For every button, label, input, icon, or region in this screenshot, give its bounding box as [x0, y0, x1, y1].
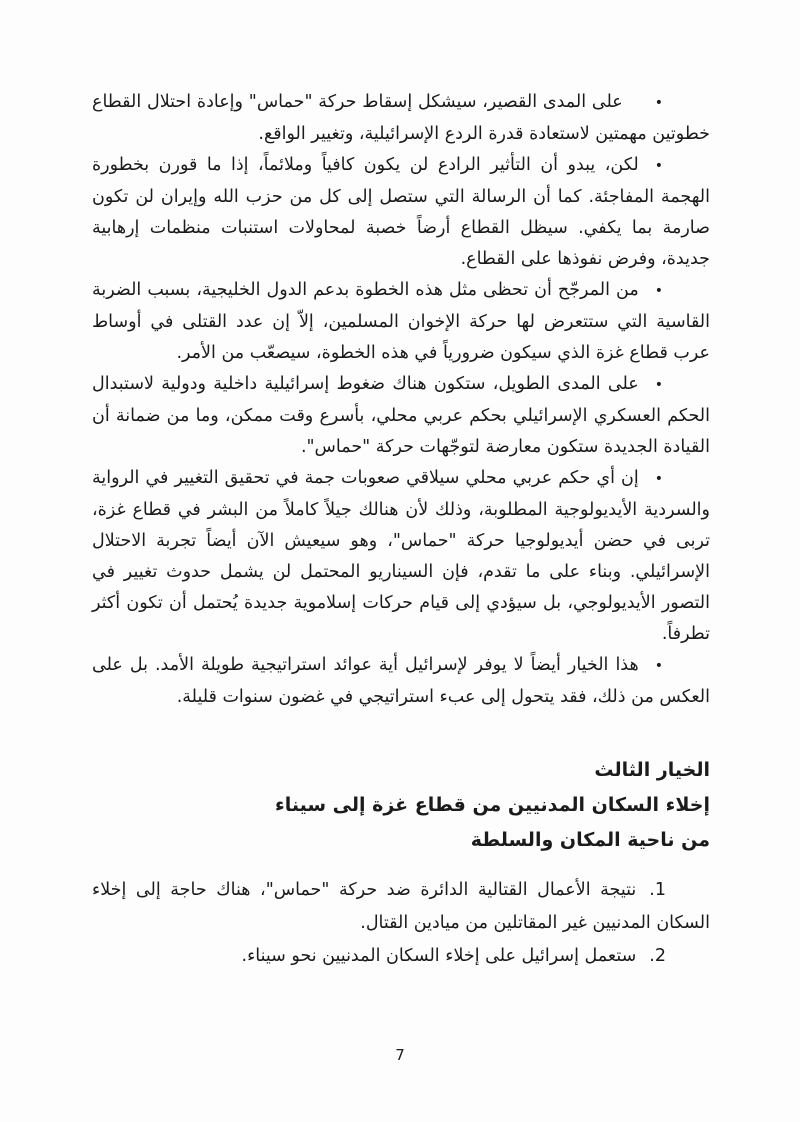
page-number: 7 — [395, 1046, 405, 1064]
bullet-item — [92, 275, 710, 369]
bullet-item — [92, 87, 710, 150]
bullet-text: هذا الخيار أيضاً لا يوفر لإسرائيل أية عوائد استراتيجية طويلة الأمد. بل على العكس من ذلك، فقد يتحول إلى عبء استراتيجي في غضون سنوات قليلة. — [92, 655, 710, 707]
bullet-item — [92, 369, 710, 463]
item-text: نتيجة الأعمال القتالية الدائرة ضد حركة "حماس"، هناك حاجة إلى إخلاء السكان المدنيين غير المقاتلين من ميادين القتال. — [92, 880, 710, 933]
numbered-list — [92, 874, 710, 973]
bullet-text: إن أي حكم عربي محلي سيلاقي صعوبات جمة في تحقيق التغيير في الرواية والسردية الأيديولوجية المطلوبة، وذلك لأن هنالك جيلاً كاملاً من البشر في قطاع غزة، تربى في حضن أيديولوجيا حركة "حماس"، وهو سيعيش الآن أيضاً تجربة الاحتلال الإسرائيلي. وبناء على ما تقدم، فإن السيناريو المحتمل لن يشمل حدوث تغيير في التصور الأيديولوجي، بل سيؤدي إلى قيام حركات إسلاموية جديدة يُحتمل أن تكون أكثر تطرفاً. — [92, 468, 710, 644]
bullet-text: على المدى الطويل، ستكون هناك ضغوط إسرائيلية داخلية ودولية لاستبدال الحكم العسكري الإسرائيلي بحكم عربي محلي، بأسرع وقت ممكن، وما من ضمانة أن القيادة الجديدة ستكون معارضة لتوجّهات حركة "حماس". — [92, 374, 710, 457]
section-heading-sub: من ناحية المكان والسلطة — [470, 829, 710, 851]
bullet-text: لكن، يبدو أن التأثير الرادع لن يكون كافياً وملائماً، إذا ما قورن بخطورة الهجمة المفاجئة. كما أن الرسالة التي ستصل إلى كل من حزب الله وإيران لن تكون صارمة بما يكفي. سيظل القطاع أرضاً خصبة لمحاولات استنبات منظمات إرهابية جديدة، وفرض نفوذها على القطاع. — [92, 155, 710, 269]
section-heading-block — [92, 753, 710, 858]
bullet-icon: • — [654, 658, 663, 674]
bullet-item — [92, 463, 710, 650]
bullet-icon: • — [654, 283, 663, 299]
item-number: 2. — [649, 946, 666, 966]
bullet-icon: • — [654, 158, 663, 174]
section-heading-option-title: الخيار الثالث — [594, 759, 710, 781]
bullet-icon: • — [654, 471, 663, 487]
item-number: 1. — [649, 880, 666, 900]
bullet-list — [92, 87, 710, 713]
numbered-item — [92, 940, 710, 973]
bullet-icon: • — [654, 95, 663, 111]
bullet-text: على المدى القصير، سيشكل إسقاط حركة "حماس" وإعادة احتلال القطاع خطوتين مهمتين لاستعادة قدرة الردع الإسرائيلية، وتغيير الواقع. — [92, 92, 710, 144]
section-heading-main: إخلاء السكان المدنيين من قطاع غزة إلى سيناء — [275, 794, 710, 816]
bullet-item — [92, 650, 710, 713]
item-text: ستعمل إسرائيل على إخلاء السكان المدنيين نحو سيناء. — [241, 946, 637, 966]
page-content — [92, 87, 710, 973]
numbered-item — [92, 874, 710, 940]
bullet-icon: • — [654, 377, 663, 393]
bullet-item — [92, 150, 710, 275]
bullet-text: من المرجّح أن تحظى مثل هذه الخطوة بدعم الدول الخليجية، بسبب الضربة القاسية التي ستتعرض لها حركة الإخوان المسلمين، إلاّ إن عدد القتلى في أوساط عرب قطاع غزة الذي سيكون ضرورياً في هذه الخطوة، سيصعّب من الأمر. — [92, 280, 710, 363]
